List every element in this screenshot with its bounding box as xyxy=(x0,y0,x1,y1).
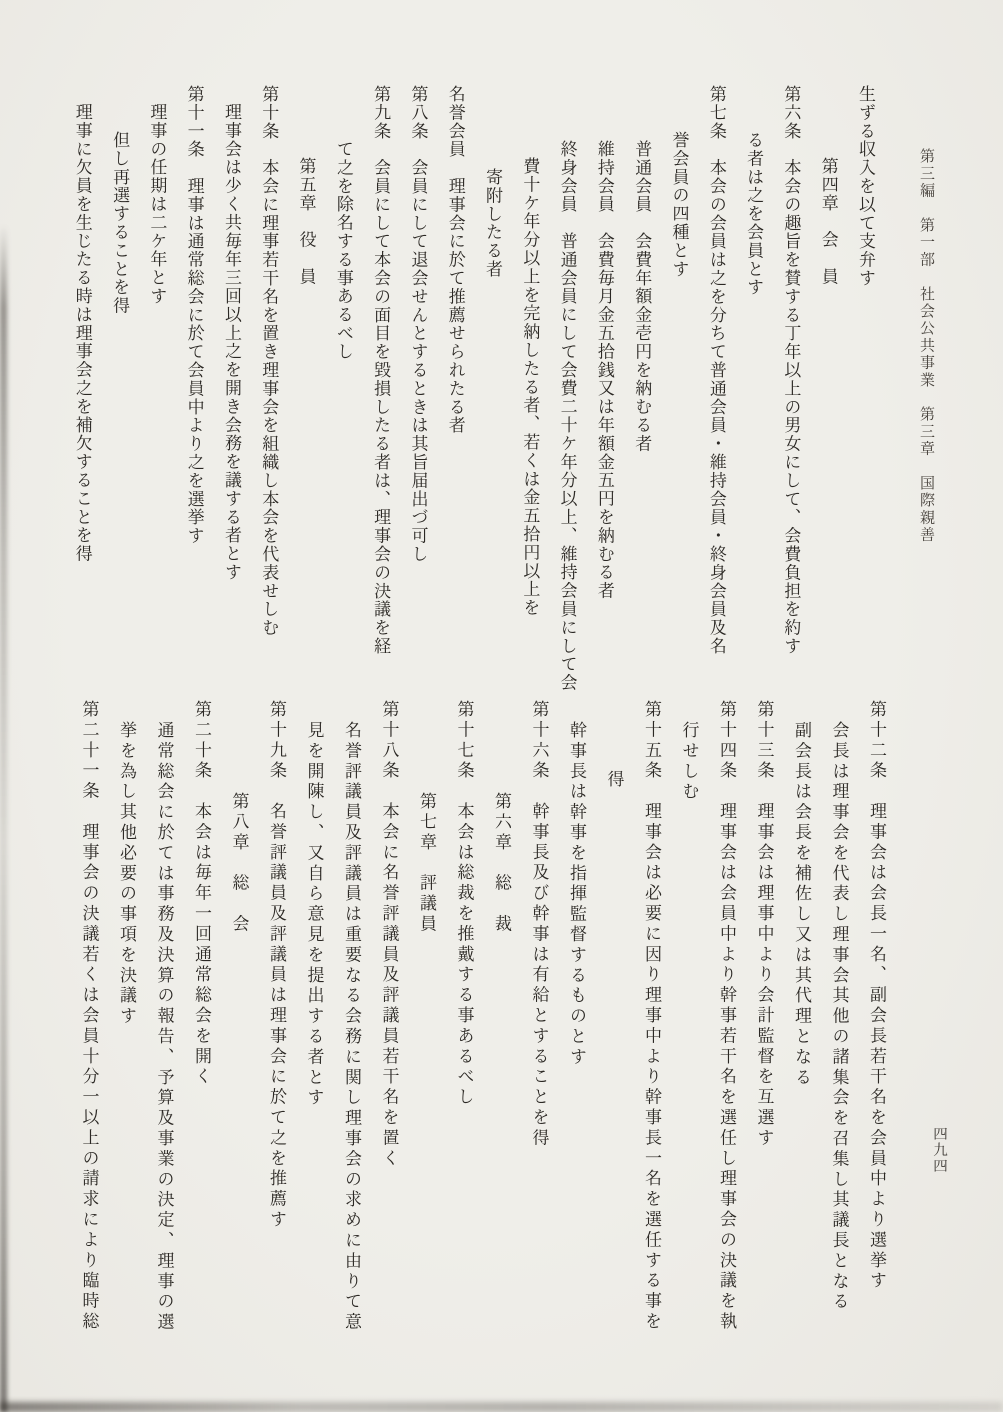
article-column: 第六条 本会の趣旨を賛する丁年以上の男女にして、会費負担を約す xyxy=(781,85,801,656)
text-column: 得 xyxy=(604,770,624,791)
text-column: 会長は理事会を代表し理事会其他の諸集会を召集し其議長となる xyxy=(829,721,849,1313)
text-column: 理事会は少く共毎年三回以上之を開き会務を議する者とす xyxy=(221,103,241,582)
text-column: 挙を為し其他必要の事項を決議す xyxy=(117,721,136,1027)
article-column: 第十条 本会に理事若干名を置き理事会を組織し本会を代表せしむ xyxy=(259,85,279,637)
text-column: て之を除名する事あるべし xyxy=(333,140,353,361)
article-column: 第十三条 理事会は理事中より会計監督を互選す xyxy=(754,700,774,1149)
article-column: 第十八条 本会に名誉評議員及評議員若干名を置く xyxy=(379,700,399,1170)
article-column: 第八条 会員にして退会せんとするときは其旨届出づ可し xyxy=(408,85,428,564)
article-column: 第十一条 理事は通常総会に於て会員中より之を選挙す xyxy=(184,85,204,545)
running-head: 第三編 第一部 社会公共事業 第三章 国際親善 xyxy=(918,148,934,544)
chapter-heading: 第八章 総 会 xyxy=(229,792,249,935)
article-column: 第二十一条 理事会の決議若くは会員十分一以上の請求により臨時総 xyxy=(79,700,99,1333)
top-text-block xyxy=(63,85,884,692)
text-column: 副会長は会長を補佐し又は其代理となる xyxy=(792,721,811,1089)
chapter-heading: 第四章 会 員 xyxy=(818,157,838,286)
article-column: 第七条 本会の会員は之を分ちて普通会員・維持会員・終身会員及名 xyxy=(706,85,726,656)
scan-artifact-left-edge xyxy=(0,225,7,1412)
article-column: 第十六条 幹事長及び幹事は有給とすることを得 xyxy=(529,700,549,1149)
text-column: 生ずる収入を以て支弁す xyxy=(856,85,875,288)
text-column: 維持会員 会費毎月金五拾銭又は年額金五円を納むる者 xyxy=(594,140,614,600)
text-column: 幹事長は幹事を指揮監督するものとす xyxy=(567,721,586,1068)
article-column: 第十七条 本会は総裁を推戴する事あるべし xyxy=(454,700,474,1108)
article-column: 第十二条 理事会は会長一名、副会長若干名を会員中より選挙す xyxy=(867,700,886,1292)
text-column: 理事の任期は二ケ年とす xyxy=(147,103,167,306)
text-column: 但し再選することを得 xyxy=(110,131,130,315)
text-column: 名誉評議員及評議員は重要なる会務に関し理事会の求めに由りて意 xyxy=(342,721,361,1333)
article-column: 第十九条 名誉評議員及評議員は理事会に於て之を推薦す xyxy=(267,700,286,1231)
chapter-heading: 第七章 評議員 xyxy=(417,792,436,935)
text-column: 寄附したる者 xyxy=(483,168,503,279)
text-column: 名誉会員 理事会に於て推薦せられたる者 xyxy=(445,85,465,435)
scan-artifact-bottom-edge xyxy=(0,1402,1003,1412)
article-column: 第九条 会員にして本会の面目を毀損したる者は、理事会の決議を経 xyxy=(371,85,391,656)
chapter-heading: 第六章 総 裁 xyxy=(492,792,511,935)
article-column: 第二十条 本会は毎年一回通常総会を開く xyxy=(192,700,211,1088)
text-column: 誉会員の四種とす xyxy=(669,131,689,279)
chapter-heading: 第五章 役 員 xyxy=(296,157,316,286)
article-column: 第十五条 理事会は必要に因り理事中より幹事長一名を選任する事を xyxy=(642,700,661,1333)
text-column: 見を開陳し、又自ら意見を提出する者とす xyxy=(304,721,324,1109)
text-column: る者は之を会員とす xyxy=(744,131,764,297)
article-column: 第十四条 理事会は会員中より幹事若干名を選任し理事会の決議を執 xyxy=(717,700,736,1333)
text-column: 普通会員 会費年額金壱円を納むる者 xyxy=(632,140,652,453)
text-column: 通常総会に於ては事務及決算の報告、予算及事業の決定、理事の選 xyxy=(154,721,174,1333)
text-column: 終身会員 普通会員にして会費二十ケ年分以上、維持会員にして会 xyxy=(557,140,577,692)
text-column: 行せしむ xyxy=(679,721,699,803)
page-number: 四九四 xyxy=(931,1126,947,1175)
text-column: 理事に欠員を生じたる時は理事会之を補欠することを得 xyxy=(72,103,92,563)
bottom-text-block xyxy=(70,700,895,1333)
text-column: 費十ケ年分以上を完納したる者、若くは金五拾円以上を xyxy=(520,157,540,617)
